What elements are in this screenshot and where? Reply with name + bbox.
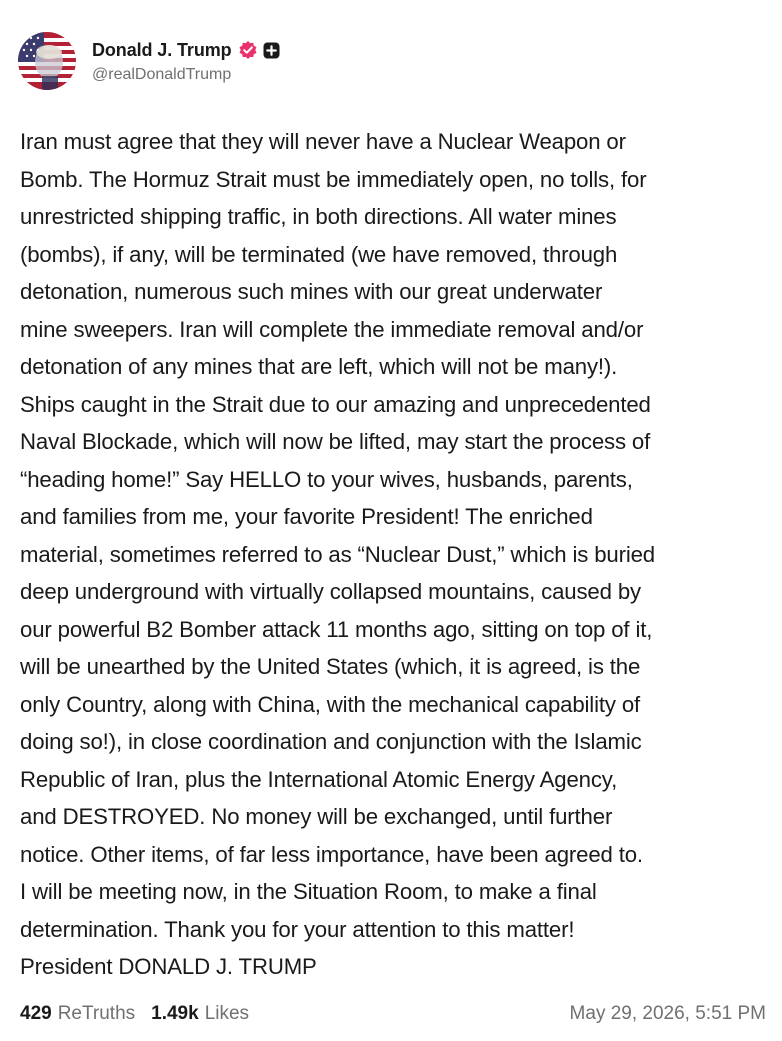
post-timestamp[interactable]: May 29, 2026, 5:51 PM [569,1003,766,1024]
plus-square-icon[interactable] [263,42,280,59]
retruths-count: 429 [20,1003,52,1024]
retruths-stat[interactable] [20,1003,135,1025]
post-header [18,32,280,90]
author-display-name[interactable]: Donald J. Trump [92,39,232,60]
author-identity [92,38,280,84]
likes-stat[interactable] [151,1003,249,1025]
post-footer [20,1001,766,1027]
name-row [92,38,280,62]
post-body-text: Iran must agree that they will never have a Nuclear Weapon or Bomb. The Hormuz Strait must be immediately open, no tolls, for unrestricted shipping traffic, in both directions. All water mines (bombs), if any, will be terminated (we have removed, through detonation, numerous such mines with our great underwater mine sweepers. Iran will complete the immediate removal and/or detonation of any mines that are left, which will not be many!). Ships caught in the Strait due to our amazing and unprecedented Naval Blockade, which will now be lifted, may start the process of “heading home!” Say HELLO to your wives, husbands, parents, and families from me, your favorite President! The enriched material, sometimes referred to as “Nuclear Dust,” which is buried deep underground with virtually collapsed mountains, caused by our powerful B2 Bomber attack 11 months ago, sitting on top of it, will be unearthed by the United States (which, it is agreed, is the only Country, along with China, with the mechanical capability of doing so!), in close coordination and conjunction with the Islamic Republic of Iran, plus the International Atomic Energy Agency, and DESTROYED. No money will be exchanged, until further notice. Other items, of far less importance, have been agreed to. I will be meeting now, in the Situation Room, to make a final determination. Thank you for your attention to this matter! President DONALD J. TRUMP [20,129,655,979]
likes-label: Likes [204,1003,250,1024]
avatar-flag-portrait [18,32,76,90]
author-handle[interactable]: @realDonaldTrump [92,66,232,83]
avatar[interactable] [18,32,76,90]
likes-count: 1.49k [151,1003,199,1024]
verified-badge-icon [238,40,258,60]
retruths-label: ReTruths [57,1003,136,1024]
